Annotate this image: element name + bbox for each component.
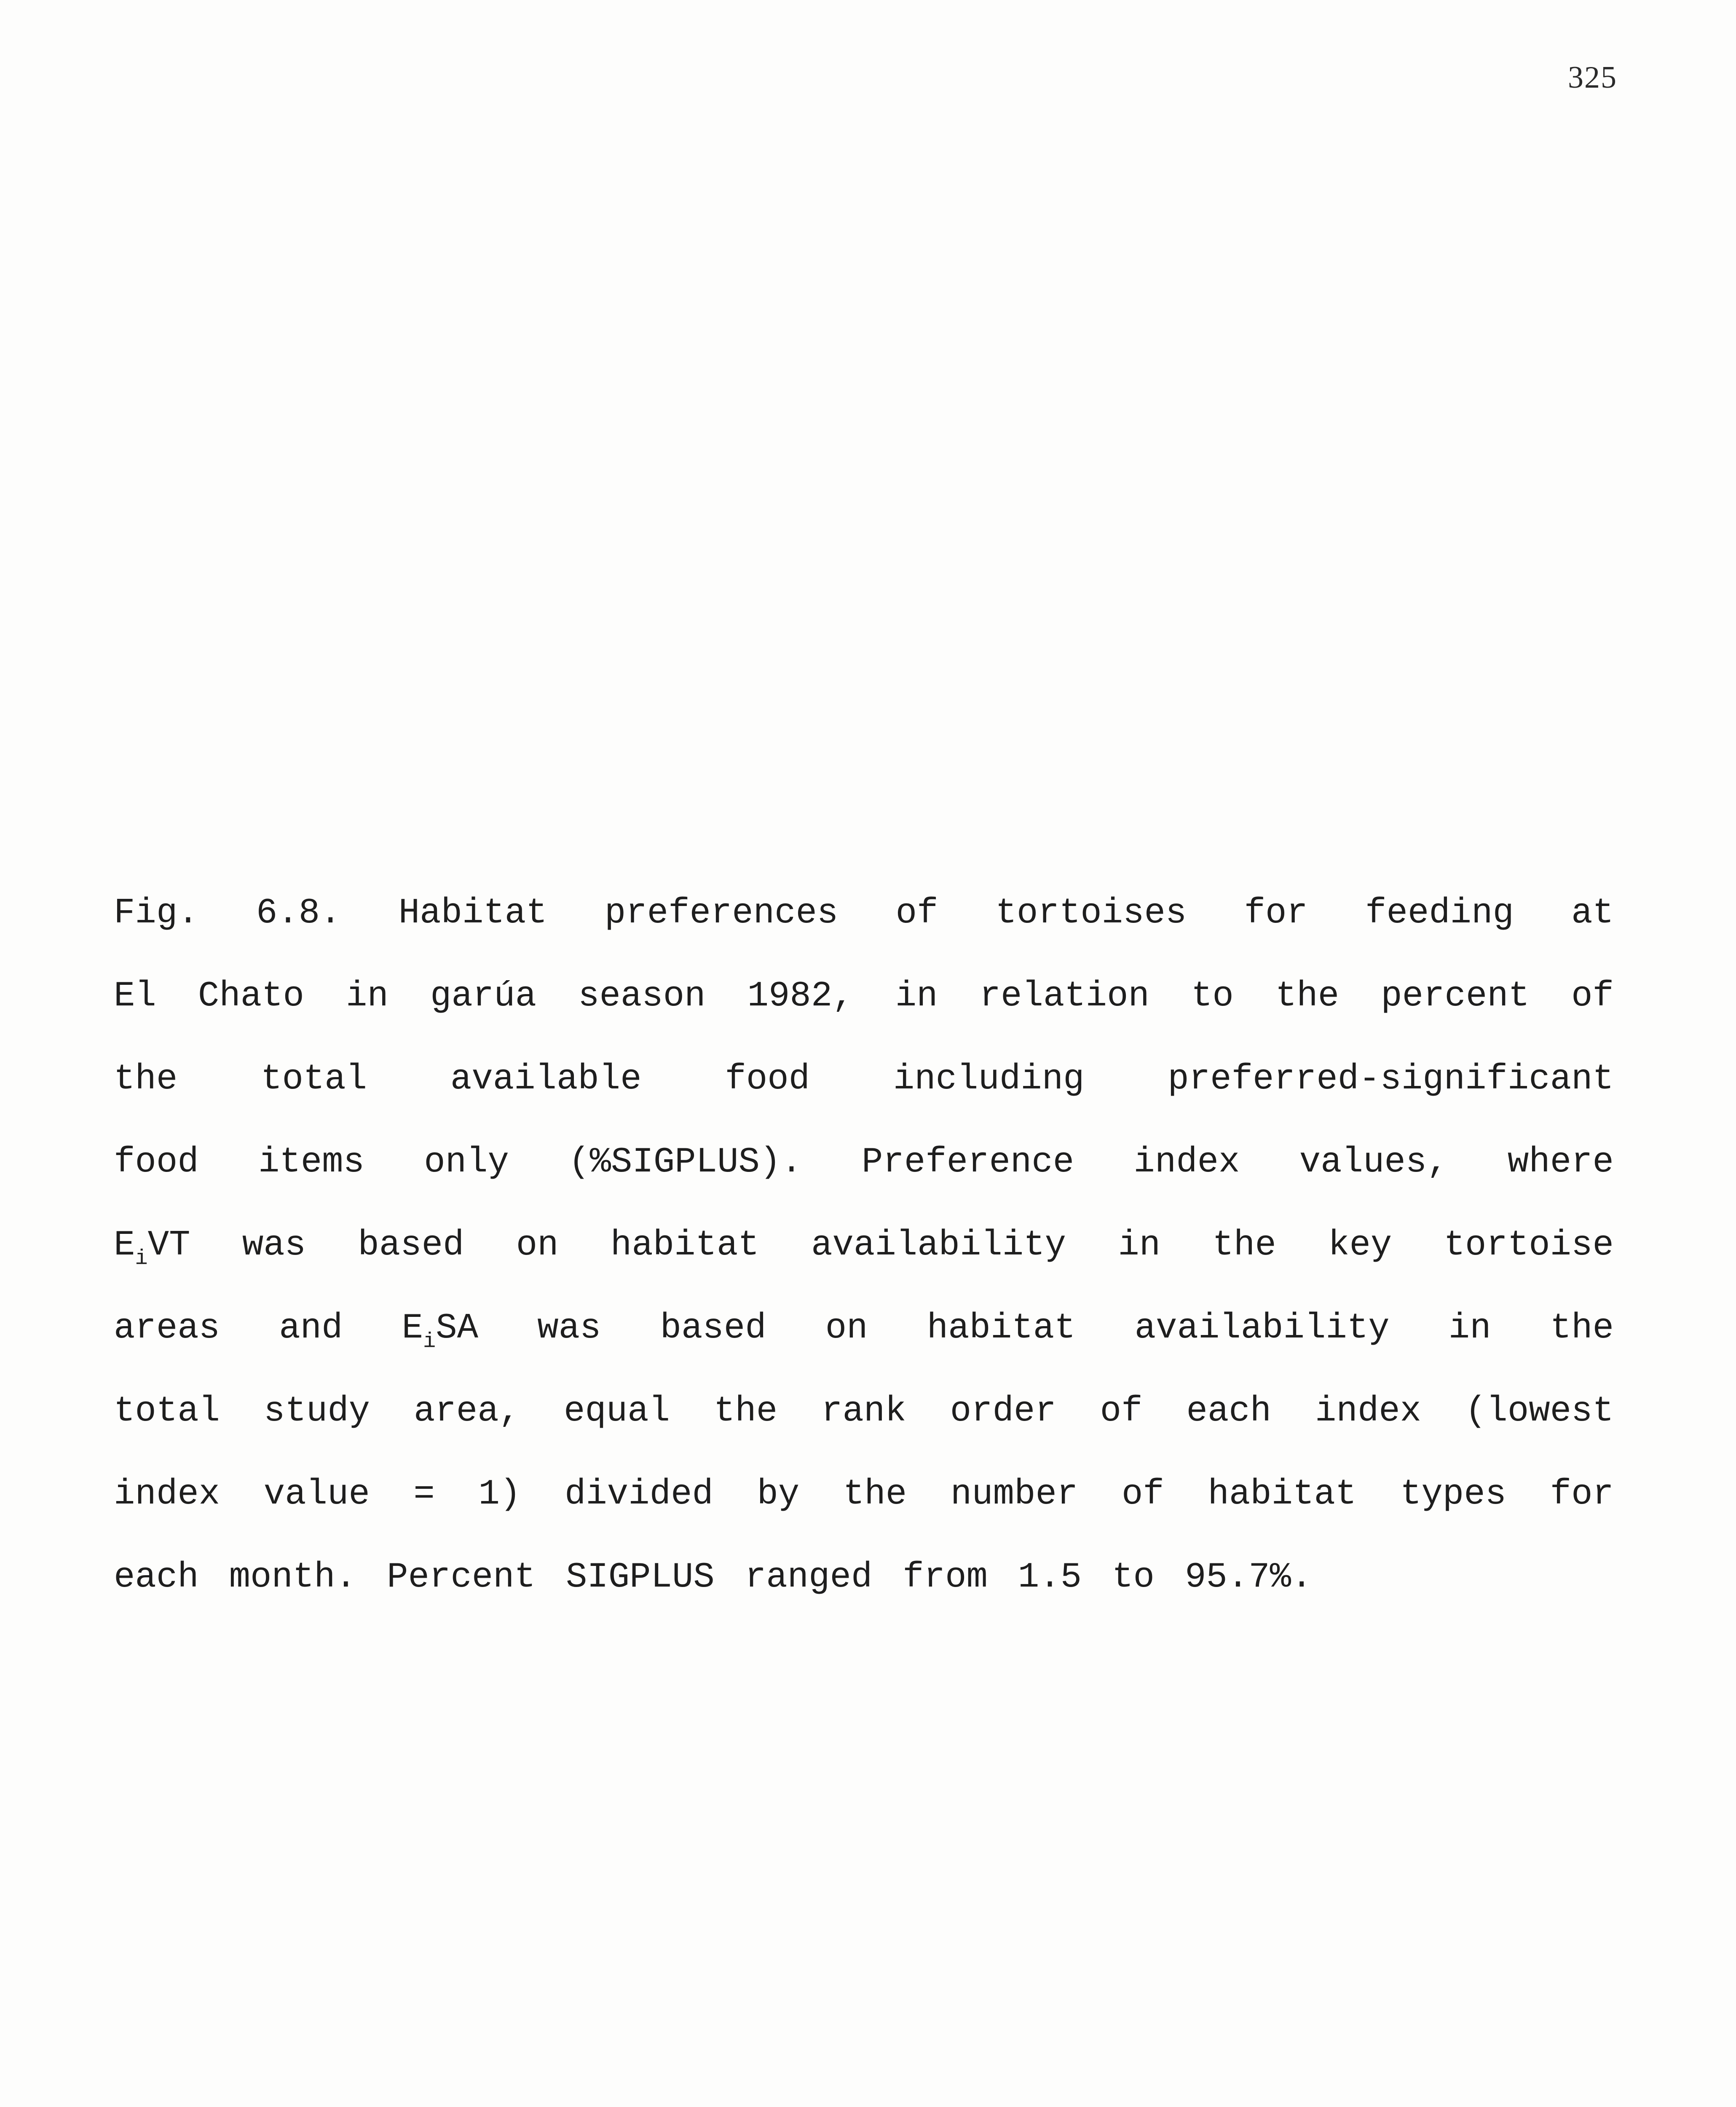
index-e-sa: $E_iSA$ [402,1308,479,1354]
caption-line-8: index value = 1) divided by the number of habitat types for [114,1474,1614,1515]
caption-line-5: $E_iVT$ was based on habitat availability in the key tortoise [114,1225,1614,1271]
caption-line-4: food items only (%SIGPLUS). Preference index values, where [114,1142,1614,1182]
caption-line-2: El Chato in garúa season 1982, in relation to the percent of [114,976,1614,1016]
caption-line-7: total study area, equal the rank order of each index (lowest [114,1391,1614,1431]
index-e-vt: $E_iVT$ [114,1225,190,1271]
caption-line-3: the total available food including preferred-significant [114,1059,1614,1099]
figure-caption [114,893,1614,1641]
caption-line-6: areas and $E_iSA$ was based on habitat availability in the [114,1308,1614,1354]
page-number: 325 [1568,60,1617,95]
caption-line-9: each month. Percent SIGPLUS ranged from 1.5 to 95.7%. [114,1557,1313,1598]
caption-line-1: Fig. 6.8. Habitat preferences of tortoises for feeding at [114,893,1614,933]
